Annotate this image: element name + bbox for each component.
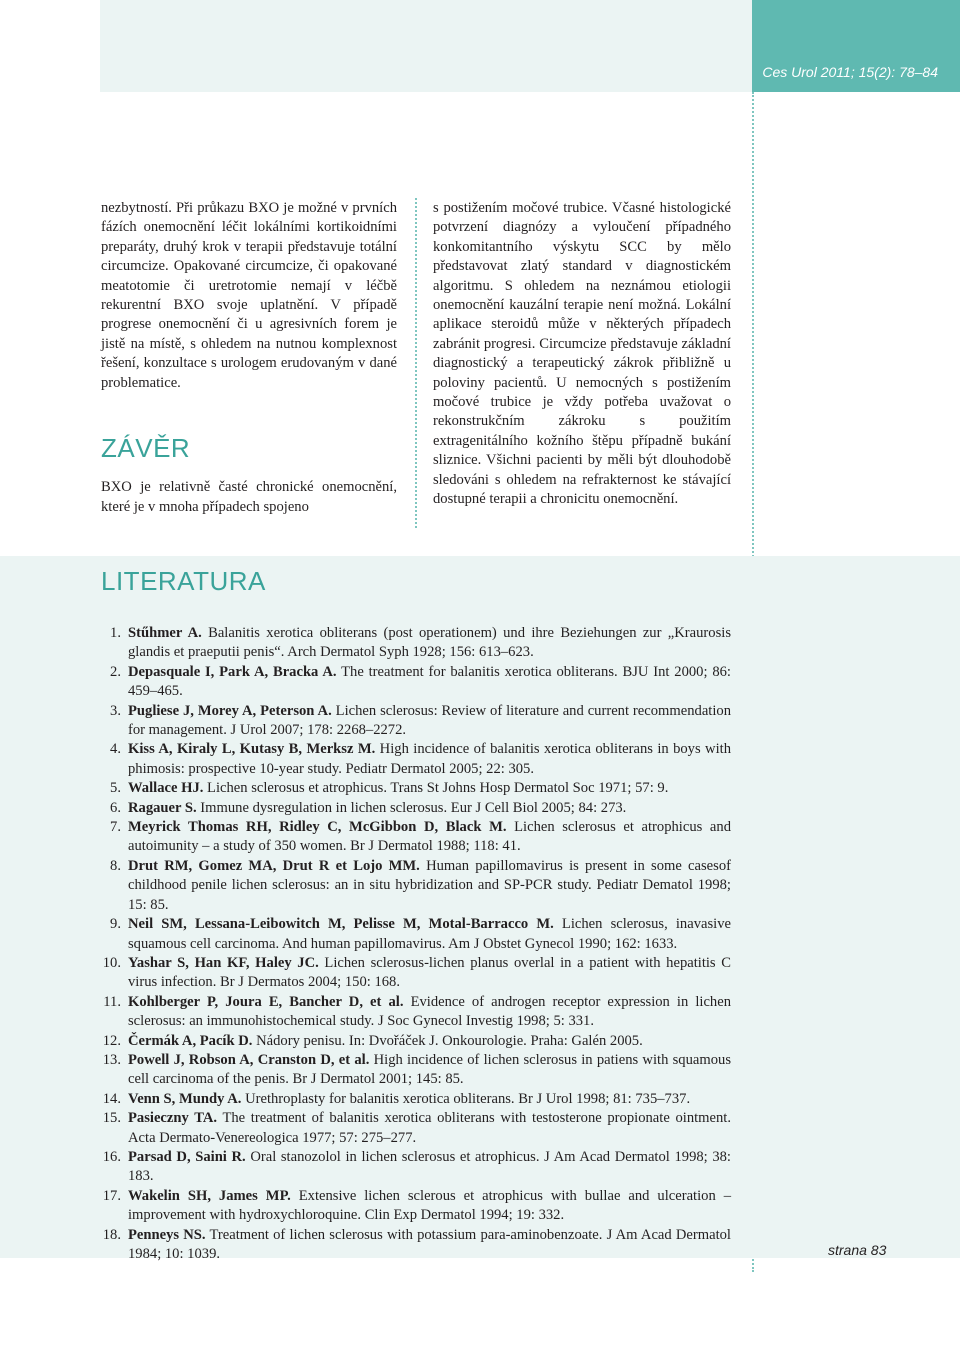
reference-item (101, 624, 731, 663)
reference-text (128, 740, 731, 779)
reference-item (101, 1226, 731, 1265)
reference-text (128, 702, 731, 741)
reference-authors: Kiss A, Kiraly L, Kutasy B, Merksz M. (128, 741, 376, 758)
reference-item (101, 993, 731, 1032)
reference-number: 18. (102, 1226, 121, 1243)
reference-number: 13. (102, 1051, 121, 1068)
reference-citation: The treatment of balanitis xerotica obliterans with testosterone propionate ointment. Acta Dermato-Venereologica 1977; 57: 275–277. (128, 1110, 731, 1146)
reference-item (101, 1148, 731, 1187)
reference-authors: Powell J, Robson A, Cranston D, et al. (128, 1051, 370, 1068)
journal-citation: Ces Urol 2011; 15(2): 78–84 (762, 64, 938, 80)
reference-authors: Venn S, Mundy A. (128, 1090, 242, 1107)
column-divider (415, 198, 417, 528)
reference-citation: Nádory penisu. In: Dvořáček J. Onkourologie. Praha: Galén 2005. (252, 1032, 643, 1049)
reference-number: 7. (110, 819, 121, 836)
reference-text (128, 663, 731, 702)
reference-citation: Lichen sclerosus et atrophicus and autoimunity – a study of 350 women. Br J Dermatol 1988; 118: 41. (128, 819, 731, 855)
reference-number: 17. (102, 1187, 121, 1204)
reference-item (101, 1109, 731, 1148)
reference-citation: Urethroplasty for balanitis xerotica obliterans. Br J Urol 1998; 81: 735–737. (241, 1090, 691, 1107)
reference-text (128, 1187, 731, 1226)
reference-authors: Yashar S, Han KF, Haley JC. (128, 954, 319, 971)
reference-authors: Meyrick Thomas RH, Ridley C, McGibbon D, Black M. (128, 819, 507, 836)
reference-authors: Čermák A, Pacík D. (128, 1032, 253, 1049)
reference-text (128, 857, 731, 915)
reference-number: 8. (110, 857, 121, 874)
reference-text (128, 1032, 731, 1051)
reference-text (128, 1109, 731, 1148)
reference-citation: Evidence of androgen receptor expression in lichen sclerosus: an immunohistochemical study. J Soc Gynecol Investig 1998; 5: 331. (128, 993, 732, 1030)
references-list (101, 624, 731, 1264)
reference-text (128, 624, 731, 663)
reference-item (101, 702, 731, 741)
reference-item (101, 915, 731, 954)
reference-item (101, 1090, 731, 1109)
reference-authors: Stűhmer A. (128, 625, 202, 641)
reference-number: 12. (102, 1032, 121, 1049)
reference-item (101, 818, 731, 857)
references-heading: LITERATURA (101, 566, 266, 596)
reference-text (128, 915, 731, 954)
reference-citation: High incidence of balanitis xerotica obliterans in boys with phimosis: prospective 10-year study. Pediatr Dermatol 2005; 22: 305. (128, 741, 731, 777)
reference-authors: Neil SM, Lessana-Leibowitch M, Pelisse M, Motal-Barracco M. (128, 916, 554, 933)
reference-citation: Treatment of lichen sclerosus with potassium para-aminobenzoate. J Am Acad Dermatol 1984; 10: 1039. (128, 1226, 731, 1262)
reference-item (101, 1187, 731, 1226)
reference-authors: Wakelin SH, James MP. (128, 1187, 291, 1204)
reference-citation: Lichen sclerosus: Review of literature and current recommendation for management. J Urol 2007; 178: 2268–2272. (128, 702, 732, 739)
reference-text (128, 1226, 731, 1265)
reference-authors: Depasquale I, Park A, Bracka A. (128, 663, 337, 680)
reference-text (128, 1051, 731, 1090)
reference-text (128, 993, 731, 1032)
reference-number: 5. (110, 780, 121, 797)
reference-citation: Balanitis xerotica obliterans (post operationem) und ihre Beziehungen zur „Kraurosis glandis et praeputii penis“. Arch Dermatol Syph 1928; 156: 613–623. (128, 625, 731, 661)
reference-item (101, 1051, 731, 1090)
reference-text (128, 818, 731, 857)
left-column (101, 199, 397, 517)
reference-authors: Pugliese J, Morey A, Peterson A. (128, 702, 332, 719)
page-number: strana 83 (828, 1242, 887, 1258)
reference-text (128, 1148, 731, 1187)
reference-authors: Parsad D, Saini R. (128, 1148, 246, 1165)
reference-authors: Pasieczny TA. (128, 1110, 218, 1127)
reference-citation: Human papillomavirus is present in some casesof childhood penile lichen sclerosus: an in situ hybridization and SP-PCR study. Pediatr Dematol 1998; 15: 85. (128, 857, 732, 913)
reference-number: 10. (102, 954, 121, 971)
reference-citation: Lichen sclerosus et atrophicus. Trans St Johns Hosp Dermatol Soc 1971; 57: 9. (203, 780, 669, 797)
reference-authors: Wallace HJ. (128, 780, 204, 797)
reference-number: 14. (102, 1090, 121, 1107)
reference-number: 4. (110, 741, 121, 758)
body-paragraph: nezbytností. Při průkazu BXO je možné v prvních fázích onemocnění léčit lokálními kortikoidními preparáty, druhý krok v terapii představuje totální circumcize. Opakované circumcize, či opakované meatotomie či uretrotomie nemají v léčbě rekurentní BXO svoje uplatnění. V případě progrese onemocnění či u agresivních forem je jistě na místě, s ohledem na nutnou komplexnost řešení, konzultace s urologem erudovaným v dané problematice. (101, 200, 397, 391)
reference-number: 11. (103, 993, 121, 1010)
reference-citation: Extensive lichen sclerous et atrophicus with bullae and ulceration – improvement with hydroxychloroquine. Clin Exp Dermatol 1994; 19: 332. (128, 1187, 732, 1224)
reference-number: 6. (110, 799, 121, 816)
reference-number: 2. (110, 663, 121, 680)
reference-text (128, 779, 731, 798)
body-paragraph: s postižením močové trubice. Včasné histologické potvrzení diagnózy a vyloučení případného konkomitantního výskytu SCC by mělo představovat zlatý standard v diagnostickém algoritmu. S ohledem na neznámou etiologii onemocnění kauzální terapie není možná. Lokální aplikace steroidů může v některých případech zabránit progresi. Circumcize představuje základní diagnostický a terapeutický zákrok přibližně u poloviny pacientů. U nemocných s postižením močové trubice je vždy potřeba uvažovat o rekonstrukčním zákroku s použitím extragenitálního kožního štěpu případně bukání sliznice. Všichni pacienti by měli být dlouhodobě sledováni s ohledem na refrakternost ke stávající dostupné terapii a chronicitu onemocnění. (433, 200, 731, 508)
reference-item (101, 663, 731, 702)
reference-citation: Lichen sclerosus, inavasive squamous cell carcinoma. And human papillomavirus. Am J Obstet Gynecol 1990; 162: 1633. (128, 916, 731, 952)
reference-item (101, 954, 731, 993)
reference-number: 16. (102, 1148, 121, 1165)
reference-item (101, 799, 731, 818)
conclusion-heading: ZÁVĚR (101, 433, 191, 464)
body-paragraph: BXO je relativně časté chronické onemocnění, které je v mnoha případech spojeno (101, 479, 397, 515)
reference-authors: Drut RM, Gomez MA, Drut R et Lojo MM. (128, 857, 420, 874)
reference-citation: Oral stanozolol in lichen sclerosus et atrophicus. J Am Acad Dermatol 1998; 38: 183. (128, 1148, 731, 1185)
reference-authors: Kohlberger P, Joura E, Bancher D, et al. (128, 993, 404, 1010)
reference-text (128, 799, 731, 818)
reference-citation: The treatment for balanitis xerotica obliterans. BJU Int 2000; 86: 459–465. (128, 663, 731, 700)
reference-number: 1. (110, 625, 121, 641)
reference-text (128, 1090, 731, 1109)
reference-item (101, 1032, 731, 1051)
reference-number: 15. (102, 1110, 121, 1127)
reference-authors: Ragauer S. (128, 799, 197, 816)
header-band (100, 0, 752, 92)
reference-citation: High incidence of lichen sclerosus in patiens with squamous cell carcinoma of the penis. Br J Dermatol 2001; 145: 85. (128, 1051, 732, 1088)
right-column (433, 199, 731, 510)
reference-citation: Lichen sclerosus-lichen planus overlal in a patient with hepatitis C virus infection. Br J Dermatos 2004; 150: 168. (128, 954, 731, 991)
reference-item (101, 740, 731, 779)
reference-number: 3. (110, 702, 121, 719)
reference-citation: Immune dysregulation in lichen sclerosus. Eur J Cell Biol 2005; 84: 273. (196, 799, 627, 816)
reference-item (101, 779, 731, 798)
reference-authors: Penneys NS. (128, 1226, 206, 1243)
reference-number: 9. (110, 916, 121, 933)
reference-text (128, 954, 731, 993)
reference-item (101, 857, 731, 915)
